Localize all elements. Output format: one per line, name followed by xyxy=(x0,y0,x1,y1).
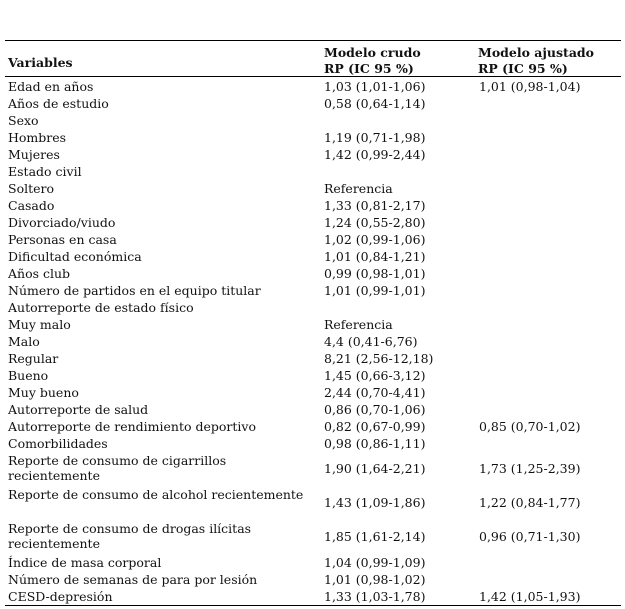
table-row xyxy=(5,163,621,180)
table-row xyxy=(5,384,621,401)
row-crude: 1,33 (0,81-2,17) xyxy=(324,198,426,213)
row-label: Muy malo xyxy=(8,317,71,332)
row-label: Divorciado/viudo xyxy=(8,215,116,230)
row-label: Mujeres xyxy=(8,147,60,162)
table-body xyxy=(5,78,621,605)
table-row xyxy=(5,129,621,146)
row-crude: 8,21 (2,56-12,18) xyxy=(324,351,434,366)
table-row xyxy=(5,78,621,95)
table-row xyxy=(5,112,621,129)
row-label: CESD-depresión xyxy=(8,589,113,604)
table-row xyxy=(5,520,621,554)
table-row xyxy=(5,248,621,265)
row-label: Regular xyxy=(8,351,59,366)
row-label: Autorreporte de salud xyxy=(8,402,149,417)
header-adjusted-model xyxy=(478,45,594,77)
row-crude: 0,99 (0,98-1,01) xyxy=(324,266,426,281)
row-label: Índice de masa corporal xyxy=(8,555,162,570)
row-crude: 4,4 (0,41-6,76) xyxy=(324,334,418,349)
row-crude: Referencia xyxy=(324,181,393,196)
header-variables: Variables xyxy=(8,55,73,70)
table-row xyxy=(5,571,621,588)
row-label: Número de partidos en el equipo titular xyxy=(8,283,261,298)
table-row xyxy=(5,401,621,418)
table-row xyxy=(5,554,621,571)
table-row xyxy=(5,146,621,163)
row-crude: 1,24 (0,55-2,80) xyxy=(324,215,426,230)
row-adjusted: 1,42 (1,05-1,93) xyxy=(479,589,581,604)
table-row xyxy=(5,588,621,605)
table-row xyxy=(5,367,621,384)
row-crude: 1,85 (1,61-2,14) xyxy=(324,529,426,544)
row-adjusted: 1,73 (1,25-2,39) xyxy=(479,461,581,476)
table-header xyxy=(5,43,621,76)
header-crude-title: Modelo crudo xyxy=(324,45,421,60)
row-crude: 0,82 (0,67-0,99) xyxy=(324,419,426,434)
header-adjusted-subtitle: RP (IC 95 %) xyxy=(478,61,568,76)
row-label: Bueno xyxy=(8,368,49,383)
row-crude: 1,19 (0,71-1,98) xyxy=(324,130,426,145)
header-crude-model xyxy=(324,45,421,77)
table-row xyxy=(5,95,621,112)
row-label: Muy bueno xyxy=(8,385,79,400)
row-label: Reporte de consumo de drogas ilícitas recientemente xyxy=(8,521,252,551)
row-crude: 1,02 (0,99-1,06) xyxy=(324,232,426,247)
row-label: Autorreporte de rendimiento deportivo xyxy=(8,419,256,434)
row-crude: 1,04 (0,99-1,09) xyxy=(324,555,426,570)
table-row xyxy=(5,299,621,316)
table-row xyxy=(5,316,621,333)
row-label: Casado xyxy=(8,198,55,213)
table-row xyxy=(5,333,621,350)
row-label: Dificultad económica xyxy=(8,249,142,264)
row-crude: 1,01 (0,99-1,01) xyxy=(324,283,426,298)
row-crude: 0,98 (0,86-1,11) xyxy=(324,436,426,451)
row-label: Comorbilidades xyxy=(8,436,108,451)
table-bottom-rule xyxy=(5,605,621,606)
row-crude: Referencia xyxy=(324,317,393,332)
row-crude: 1,43 (1,09-1,86) xyxy=(324,495,426,510)
table-row xyxy=(5,231,621,248)
table-row xyxy=(5,452,621,486)
row-label: Años de estudio xyxy=(8,96,109,111)
table-row xyxy=(5,265,621,282)
row-label: Malo xyxy=(8,334,40,349)
row-crude: 1,90 (1,64-2,21) xyxy=(324,461,426,476)
table-row xyxy=(5,418,621,435)
row-crude: 1,42 (0,99-2,44) xyxy=(324,147,426,162)
table-top-rule xyxy=(5,40,621,41)
row-label: Estado civil xyxy=(8,164,82,179)
row-crude: 2,44 (0,70-4,41) xyxy=(324,385,426,400)
row-label: Sexo xyxy=(8,113,39,128)
row-label: Reporte de consumo de alcohol recientemente xyxy=(8,487,304,502)
table-row xyxy=(5,197,621,214)
row-crude: 1,45 (0,66-3,12) xyxy=(324,368,426,383)
row-crude: 0,86 (0,70-1,06) xyxy=(324,402,426,417)
table-row xyxy=(5,435,621,452)
table-header-rule xyxy=(5,76,621,77)
row-crude: 0,58 (0,64-1,14) xyxy=(324,96,426,111)
table-row xyxy=(5,180,621,197)
row-crude: 1,01 (0,98-1,02) xyxy=(324,572,426,587)
row-label: Reporte de consumo de cigarrillos recientemente xyxy=(8,453,227,483)
row-label: Hombres xyxy=(8,130,67,145)
row-label: Autorreporte de estado físico xyxy=(8,300,194,315)
header-crude-subtitle: RP (IC 95 %) xyxy=(324,61,414,76)
row-crude: 1,33 (1,03-1,78) xyxy=(324,589,426,604)
row-label: Número de semanas de para por lesión xyxy=(8,572,258,587)
row-crude: 1,03 (1,01-1,06) xyxy=(324,79,426,94)
row-label: Edad en años xyxy=(8,79,94,94)
table-row xyxy=(5,486,621,520)
row-crude: 1,01 (0,84-1,21) xyxy=(324,249,426,264)
row-adjusted: 0,96 (0,71-1,30) xyxy=(479,529,581,544)
table-row xyxy=(5,282,621,299)
row-label: Personas en casa xyxy=(8,232,117,247)
table-row xyxy=(5,214,621,231)
row-label: Años club xyxy=(8,266,71,281)
table-row xyxy=(5,350,621,367)
header-adjusted-title: Modelo ajustado xyxy=(478,45,595,60)
row-adjusted: 0,85 (0,70-1,02) xyxy=(479,419,581,434)
row-adjusted: 1,22 (0,84-1,77) xyxy=(479,495,581,510)
row-label: Soltero xyxy=(8,181,55,196)
row-adjusted: 1,01 (0,98-1,04) xyxy=(479,79,581,94)
